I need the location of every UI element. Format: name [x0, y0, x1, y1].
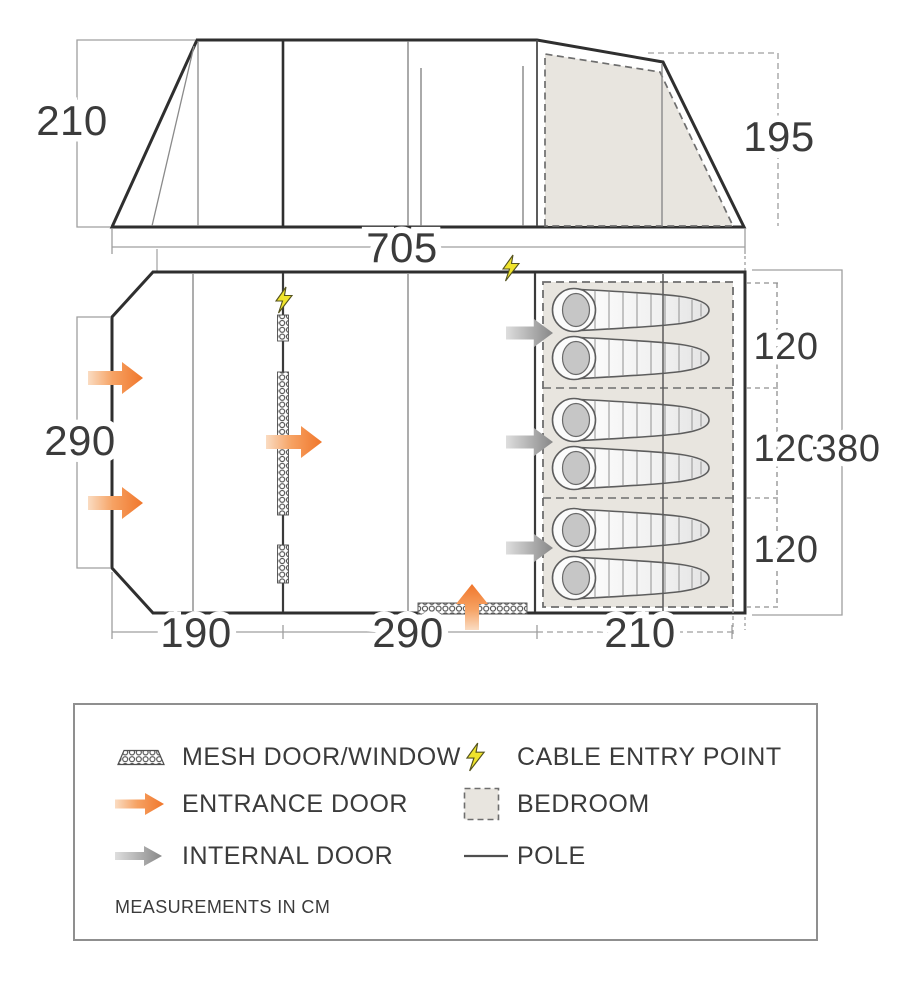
side-elevation [36, 40, 815, 227]
legend-item-pole [463, 836, 586, 876]
legend-label: ENTRANCE DOOR [182, 789, 408, 818]
mesh-door-strip [278, 315, 289, 341]
elevation-bedroom-area [545, 54, 733, 226]
bedroom-swatch-icon [463, 787, 517, 821]
internal-door-icon [115, 845, 182, 867]
mesh-door-strip [278, 545, 289, 583]
legend-item-cable [463, 737, 782, 777]
legend-item-mesh [115, 737, 461, 777]
pole-line-icon [463, 853, 517, 859]
bed-120-label: 120 [753, 326, 819, 368]
legend-item-entrance [115, 784, 408, 824]
height-210-label: 210 [36, 97, 108, 144]
height-195-label: 195 [743, 113, 815, 160]
floor-plan [44, 255, 880, 656]
measurements-note: MEASUREMENTS IN CM [115, 897, 331, 917]
bottom-210-label: 210 [604, 609, 676, 656]
legend-box [73, 703, 818, 941]
legend-label: INTERNAL DOOR [182, 841, 394, 870]
bed-120-label: 120 [753, 529, 819, 571]
cable-entry-point-icon [463, 742, 517, 772]
legend-label: MESH DOOR/WINDOW [182, 742, 461, 771]
legend-item-bedroom [463, 784, 650, 824]
legend-label: CABLE ENTRY POINT [517, 742, 782, 771]
mesh-door-window-icon [115, 749, 182, 766]
depth-290-label: 290 [44, 417, 116, 464]
legend-item-internal [115, 836, 393, 876]
bottom-190-label: 190 [160, 609, 232, 656]
bottom-290-label: 290 [372, 609, 444, 656]
legend-label: BEDROOM [517, 789, 650, 818]
legend-label: POLE [517, 841, 586, 870]
entrance-door-icon [115, 792, 182, 816]
bed-120-label: 120 [753, 428, 819, 470]
width-705-label: 705 [366, 224, 438, 271]
bed-380-label: 380 [815, 428, 881, 470]
bedroom-area [543, 274, 733, 611]
